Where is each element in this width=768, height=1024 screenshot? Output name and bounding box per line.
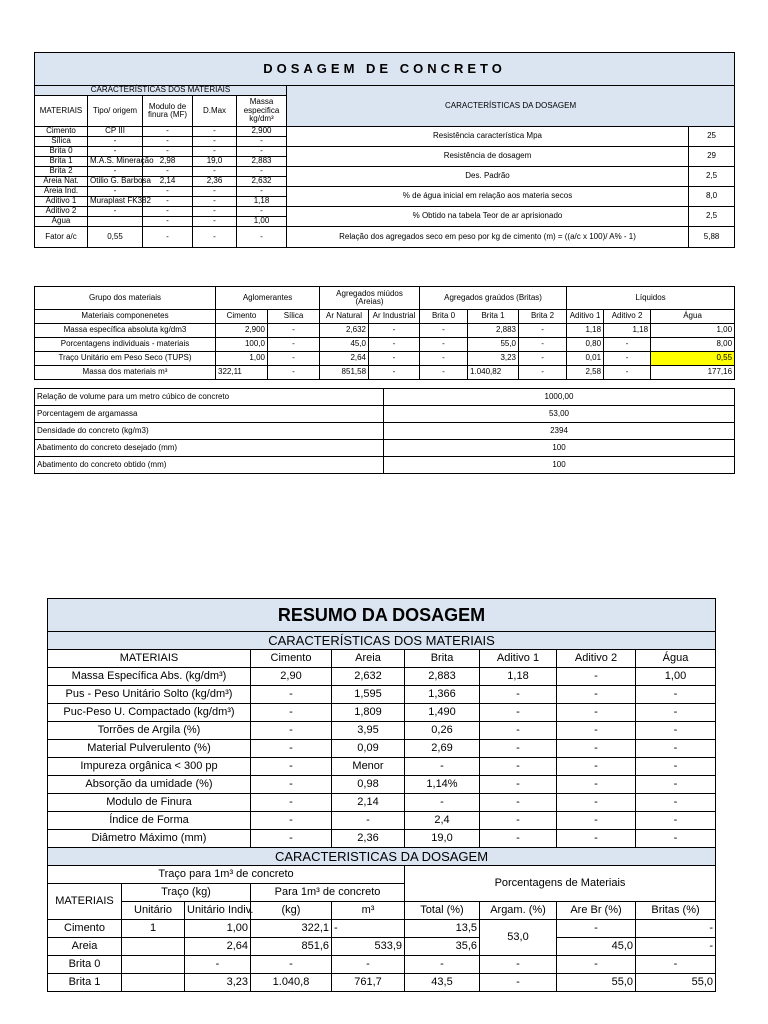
value-cell: 2,632 xyxy=(320,324,369,338)
sub-header: Unitário xyxy=(122,902,185,920)
mat-cell: - xyxy=(143,147,193,157)
mat-cell: - xyxy=(193,217,237,227)
dose-argam: - xyxy=(480,974,557,992)
mat-cell: - xyxy=(237,187,287,197)
resumo-cell: - xyxy=(557,722,636,740)
dosagem-table xyxy=(34,52,735,248)
mat-header: D.Max xyxy=(193,96,237,127)
dose-material: Brita 0 xyxy=(48,956,122,974)
resumo-cell: 1,595 xyxy=(332,686,405,704)
resumo-row-label: Puc-Peso U. Compactado (kg/dm³) xyxy=(48,704,251,722)
dose-material: Brita 1 xyxy=(48,974,122,992)
component-header: Brita 0 xyxy=(420,310,468,324)
resumo-cell: 0,98 xyxy=(332,776,405,794)
summary-label: Abatimento do concreto obtido (mm) xyxy=(35,457,384,474)
mat-cell: Agua xyxy=(35,217,88,227)
resumo-row-label: Absorção da umidade (%) xyxy=(48,776,251,794)
resumo-row-label: Diâmetro Máximo (mm) xyxy=(48,830,251,848)
highlighted-water-cell: 0,55 xyxy=(651,352,735,366)
resumo-cell: - xyxy=(557,830,636,848)
mat-cell: 19,0 xyxy=(193,157,237,167)
dose-ind: 3,23 xyxy=(185,974,251,992)
value-cell: - xyxy=(519,352,567,366)
resumo-cell: 1,00 xyxy=(636,668,716,686)
value-cell: 1,00 xyxy=(216,352,268,366)
value-cell: 0,01 xyxy=(567,352,604,366)
resumo-cell: - xyxy=(251,794,332,812)
dosage-value: 5,88 xyxy=(689,227,735,248)
dosage-value: 29 xyxy=(689,147,735,167)
value-cell: 0,80 xyxy=(567,338,604,352)
resumo-cell: 2,14 xyxy=(332,794,405,812)
resumo-cell: 1,18 xyxy=(480,668,557,686)
resumo-cell: - xyxy=(251,722,332,740)
mat-cell: - xyxy=(237,207,287,217)
mat-cell: Brita 2 xyxy=(35,167,88,177)
resumo-cell: - xyxy=(480,758,557,776)
dose-areb: - xyxy=(557,956,636,974)
value-cell: - xyxy=(420,366,468,380)
dose-material: Areia xyxy=(48,938,122,956)
summary-value: 100 xyxy=(384,457,735,474)
per-m3-header: Para 1m³ de concreto xyxy=(251,884,405,902)
mat-cell: - xyxy=(143,227,193,248)
dose-m3: 533,9 xyxy=(332,938,405,956)
row-label: Massa dos materiais m³ xyxy=(35,366,216,380)
mat-cell: - xyxy=(88,187,143,197)
value-cell: 1.040,82 xyxy=(468,366,519,380)
resumo-row-label: Índice de Forma xyxy=(48,812,251,830)
trace-title: Traço para 1m³ de concreto xyxy=(48,866,405,884)
dose-total: 13,5 xyxy=(405,920,480,938)
resumo-header: Aditivo 1 xyxy=(480,650,557,668)
dose-m3: 761,7 xyxy=(332,974,405,992)
resumo-cell: - xyxy=(557,758,636,776)
value-cell: 1,18 xyxy=(604,324,651,338)
resumo-cell: 1,809 xyxy=(332,704,405,722)
resumo-cell: - xyxy=(480,812,557,830)
mat-header: MATERIAIS xyxy=(35,96,88,127)
mat-cell: Brita 0 xyxy=(35,147,88,157)
mat-cell: - xyxy=(193,197,237,207)
dose-areb: 45,0 xyxy=(557,938,636,956)
dose-unit xyxy=(122,938,185,956)
resumo-cell: - xyxy=(480,704,557,722)
mat-cell: - xyxy=(143,217,193,227)
resumo-cell: - xyxy=(480,776,557,794)
dosage-label: % Obtido na tabela Teor de ar aprisionado xyxy=(287,207,689,227)
dosage-label: Relação dos agregados seco em peso por kg de cimento (m) = ((a/c x 100)/ A% - 1) xyxy=(287,227,689,248)
resumo-cell: - xyxy=(332,812,405,830)
resumo-cell: 3,95 xyxy=(332,722,405,740)
resumo-cell: - xyxy=(251,704,332,722)
sub-header: Total (%) xyxy=(405,902,480,920)
resumo-cell: - xyxy=(557,812,636,830)
resumo-header: Areia xyxy=(332,650,405,668)
resumo-cell: - xyxy=(251,830,332,848)
sub-header: Britas (%) xyxy=(636,902,716,920)
dose-m3: - xyxy=(332,920,405,938)
value-cell: 100,0 xyxy=(216,338,268,352)
component-header: Cimento xyxy=(216,310,268,324)
dose-ind: 2,64 xyxy=(185,938,251,956)
resumo-cell: - xyxy=(480,722,557,740)
resumo-row-label: Pus - Peso Unitário Solto (kg/dm³) xyxy=(48,686,251,704)
components-label: Materiais componenetes xyxy=(35,310,216,324)
mat-cell: - xyxy=(193,127,237,137)
value-cell: 2,58 xyxy=(567,366,604,380)
value-cell: - xyxy=(369,324,420,338)
resumo-materials-section: CARACTERÍSTICAS DOS MATERIAIS xyxy=(48,632,716,650)
mat-cell: Areia Nat. xyxy=(35,177,88,187)
mat-cell: - xyxy=(143,167,193,177)
resumo-cell: 2,883 xyxy=(405,668,480,686)
resumo-cell: - xyxy=(480,740,557,758)
summary-value: 2394 xyxy=(384,423,735,440)
value-cell: 2,900 xyxy=(216,324,268,338)
mat-cell: - xyxy=(143,197,193,207)
resumo-cell: - xyxy=(251,812,332,830)
group-header: Líquidos xyxy=(567,287,735,310)
dose-britas: - xyxy=(636,938,716,956)
mat-cell: Fator a/c xyxy=(35,227,88,248)
mat-cell: - xyxy=(193,147,237,157)
value-cell: 851,58 xyxy=(320,366,369,380)
dosage-label: Resistência característica Mpa xyxy=(287,127,689,147)
resumo-header: Água xyxy=(636,650,716,668)
resumo-cell: 19,0 xyxy=(405,830,480,848)
group-header: Agregados graúdos (Britas) xyxy=(420,287,567,310)
resumo-cell: - xyxy=(557,776,636,794)
resumo-cell: 0,09 xyxy=(332,740,405,758)
dosagem-title: DOSAGEM DE CONCRETO xyxy=(35,53,735,86)
mat-cell: 2,36 xyxy=(193,177,237,187)
mat-cell: 2,98 xyxy=(143,157,193,167)
mat-cell: - xyxy=(88,167,143,177)
mat-cell: - xyxy=(88,147,143,157)
mat-cell: Aditivo 2 xyxy=(35,207,88,217)
mat-cell: Sílica xyxy=(35,137,88,147)
value-cell: 1,18 xyxy=(567,324,604,338)
resumo-cell: - xyxy=(636,722,716,740)
sub-header: (kg) xyxy=(251,902,332,920)
resumo-cell: 2,69 xyxy=(405,740,480,758)
resumo-cell: - xyxy=(251,740,332,758)
mat-cell: - xyxy=(193,187,237,197)
resumo-cell: - xyxy=(251,776,332,794)
value-cell: 8,00 xyxy=(651,338,735,352)
resumo-header: MATERIAIS xyxy=(48,650,251,668)
value-cell: 55,0 xyxy=(468,338,519,352)
dose-total: 43,5 xyxy=(405,974,480,992)
mat-cell: - xyxy=(143,187,193,197)
resumo-cell: - xyxy=(480,830,557,848)
sub-header: m³ xyxy=(332,902,405,920)
mat-cell xyxy=(88,217,143,227)
value-cell: 2,883 xyxy=(468,324,519,338)
resumo-cell: 1,366 xyxy=(405,686,480,704)
resumo-cell: 2,90 xyxy=(251,668,332,686)
resumo-cell: - xyxy=(636,830,716,848)
value-cell: - xyxy=(369,352,420,366)
resumo-cell: - xyxy=(480,794,557,812)
dose-ind: - xyxy=(185,956,251,974)
component-header: Água xyxy=(651,310,735,324)
resumo-cell: - xyxy=(251,758,332,776)
resumo-cell: Menor xyxy=(332,758,405,776)
mat-header: Modulo de finura (MF) xyxy=(143,96,193,127)
dose-kg: 1.040,8 xyxy=(251,974,332,992)
dose-unit xyxy=(122,956,185,974)
resumo-cell: 1,490 xyxy=(405,704,480,722)
summary-label: Porcentagem de argamassa xyxy=(35,406,384,423)
resumo-cell: 2,4 xyxy=(405,812,480,830)
value-cell: 3,23 xyxy=(468,352,519,366)
dose-kg: 851,6 xyxy=(251,938,332,956)
resumo-row-label: Torrões de Argila (%) xyxy=(48,722,251,740)
materiais-label: MATERIAIS xyxy=(48,884,122,920)
dose-britas: - xyxy=(636,956,716,974)
dose-britas: 55,0 xyxy=(636,974,716,992)
dosage-value: 8,0 xyxy=(689,187,735,207)
dose-unit: 1 xyxy=(122,920,185,938)
component-header: Brita 1 xyxy=(468,310,519,324)
value-cell: 1,00 xyxy=(651,324,735,338)
mat-cell: - xyxy=(193,137,237,147)
resumo-cell: - xyxy=(636,704,716,722)
dose-britas: - xyxy=(636,920,716,938)
value-cell: - xyxy=(519,366,567,380)
dose-unit xyxy=(122,974,185,992)
resumo-row-label: Material Pulverulento (%) xyxy=(48,740,251,758)
summary-value: 100 xyxy=(384,440,735,457)
mat-cell: CP III xyxy=(88,127,143,137)
resumo-dosage-section: CARACTERISTICAS DA DOSAGEM xyxy=(48,848,716,866)
row-label: Massa específica absoluta kg/dm3 xyxy=(35,324,216,338)
summary-value: 53,00 xyxy=(384,406,735,423)
dose-areb: 55,0 xyxy=(557,974,636,992)
resumo-cell: - xyxy=(636,812,716,830)
group-header: Grupo dos materiais xyxy=(35,287,216,310)
resumo-cell: - xyxy=(557,686,636,704)
mat-cell: 2,14 xyxy=(143,177,193,187)
resumo-header: Brita xyxy=(405,650,480,668)
mat-header: Tipo/ origem xyxy=(88,96,143,127)
summary-value: 1000,00 xyxy=(384,389,735,406)
dose-areb: - xyxy=(557,920,636,938)
resumo-row-label: Impureza orgânica < 300 pp xyxy=(48,758,251,776)
trace-kg-header: Traço (kg) xyxy=(122,884,251,902)
summary-label: Densidade do concreto (kg/m3) xyxy=(35,423,384,440)
mat-cell: - xyxy=(88,207,143,217)
summary-table xyxy=(34,388,735,474)
mat-cell: 2,883 xyxy=(237,157,287,167)
resumo-cell: 0,26 xyxy=(405,722,480,740)
dose-kg: 322,1 xyxy=(251,920,332,938)
dosage-label: % de água inicial em relação aos materia secos xyxy=(287,187,689,207)
resumo-cell: 1,14% xyxy=(405,776,480,794)
mat-cell: - xyxy=(143,137,193,147)
mat-cell: - xyxy=(193,227,237,248)
mat-cell: 1,18 xyxy=(237,197,287,207)
resumo-header: Aditivo 2 xyxy=(557,650,636,668)
value-cell: - xyxy=(604,366,651,380)
value-cell: - xyxy=(519,338,567,352)
mat-cell: 1,00 xyxy=(237,217,287,227)
mat-cell: Aditivo 1 xyxy=(35,197,88,207)
summary-label: Relação de volume para um metro cúbico de concreto xyxy=(35,389,384,406)
mat-cell: 2,900 xyxy=(237,127,287,137)
mat-cell: - xyxy=(237,137,287,147)
mat-cell: - xyxy=(237,227,287,248)
value-cell: - xyxy=(420,338,468,352)
sub-header: Unitário Indiv. xyxy=(185,902,251,920)
resumo-header: Cimento xyxy=(251,650,332,668)
mat-cell: - xyxy=(143,127,193,137)
resumo-table xyxy=(47,598,716,992)
resumo-row-label: Massa Específica Abs. (kg/dm³) xyxy=(48,668,251,686)
component-header: Ar Natural xyxy=(320,310,369,324)
composition-table xyxy=(34,286,735,380)
group-header: Agregados miúdos (Areias) xyxy=(320,287,420,310)
dose-ind: 1,00 xyxy=(185,920,251,938)
dosage-section-title: CARACTERÍSTICAS DA DOSAGEM xyxy=(287,86,735,127)
value-cell: - xyxy=(604,352,651,366)
value-cell: - xyxy=(268,324,320,338)
resumo-cell: - xyxy=(405,794,480,812)
resumo-title: RESUMO DA DOSAGEM xyxy=(48,599,716,632)
dose-kg: - xyxy=(251,956,332,974)
component-header: Ar Industrial xyxy=(369,310,420,324)
dose-m3: - xyxy=(332,956,405,974)
mat-cell: - xyxy=(193,207,237,217)
mat-cell: 2,632 xyxy=(237,177,287,187)
resumo-cell: - xyxy=(636,794,716,812)
resumo-cell: - xyxy=(636,758,716,776)
dosage-value: 25 xyxy=(689,127,735,147)
percent-title: Porcentagens de Materiais xyxy=(405,866,716,902)
resumo-cell: - xyxy=(480,686,557,704)
value-cell: - xyxy=(268,352,320,366)
resumo-cell: 2,632 xyxy=(332,668,405,686)
value-cell: - xyxy=(420,352,468,366)
dosage-label: Resistência de dosagem xyxy=(287,147,689,167)
resumo-cell: - xyxy=(251,686,332,704)
mat-cell: - xyxy=(237,147,287,157)
value-cell: 45,0 xyxy=(320,338,369,352)
resumo-cell: - xyxy=(557,794,636,812)
value-cell: - xyxy=(268,338,320,352)
value-cell: 322,11 xyxy=(216,366,268,380)
row-label: Traço Unitário em Peso Seco (TUPS) xyxy=(35,352,216,366)
value-cell: - xyxy=(369,338,420,352)
resumo-row-label: Modulo de Finura xyxy=(48,794,251,812)
argam-merged: 53,0 xyxy=(480,920,557,956)
mat-cell: 0,55 xyxy=(88,227,143,248)
mat-cell: Brita 1 xyxy=(35,157,88,167)
resumo-cell: - xyxy=(636,740,716,758)
resumo-cell: - xyxy=(636,686,716,704)
dosage-value: 2,5 xyxy=(689,207,735,227)
mat-cell: - xyxy=(88,137,143,147)
mat-cell: Areia Ind. xyxy=(35,187,88,197)
resumo-cell: - xyxy=(405,758,480,776)
value-cell: 177,16 xyxy=(651,366,735,380)
sub-header: Are Br (%) xyxy=(557,902,636,920)
resumo-cell: - xyxy=(557,704,636,722)
sub-header: Argam. (%) xyxy=(480,902,557,920)
mat-cell: - xyxy=(143,207,193,217)
component-header: Aditivo 2 xyxy=(604,310,651,324)
mat-cell: M.A.S. Mineração xyxy=(88,157,143,167)
resumo-cell: - xyxy=(636,776,716,794)
group-header: Aglomerantes xyxy=(216,287,320,310)
component-header: Aditivo 1 xyxy=(567,310,604,324)
dosage-value: 2,5 xyxy=(689,167,735,187)
resumo-cell: 2,36 xyxy=(332,830,405,848)
mat-header: Massa especifica kg/dm³ xyxy=(237,96,287,127)
component-header: Brita 2 xyxy=(519,310,567,324)
component-header: Sílica xyxy=(268,310,320,324)
value-cell: - xyxy=(369,366,420,380)
resumo-cell: - xyxy=(557,740,636,758)
mat-cell: Cimento xyxy=(35,127,88,137)
row-label: Porcentagens individuais - materiais xyxy=(35,338,216,352)
value-cell: - xyxy=(420,324,468,338)
dose-argam: - xyxy=(480,956,557,974)
summary-label: Abatimento do concreto desejado (mm) xyxy=(35,440,384,457)
materials-section-title: CARACTERÍSTICAS DOS MATERIAIS xyxy=(35,86,287,96)
dose-total: - xyxy=(405,956,480,974)
value-cell: - xyxy=(519,324,567,338)
value-cell: - xyxy=(268,366,320,380)
mat-cell: Otilio G. Barbosa xyxy=(88,177,143,187)
mat-cell: Muraplast FK382 xyxy=(88,197,143,207)
value-cell: 2,64 xyxy=(320,352,369,366)
mat-cell: - xyxy=(237,167,287,177)
resumo-cell: - xyxy=(557,668,636,686)
value-cell: - xyxy=(604,338,651,352)
dose-material: Cimento xyxy=(48,920,122,938)
dose-total: 35,6 xyxy=(405,938,480,956)
dosage-label: Des. Padrão xyxy=(287,167,689,187)
mat-cell: - xyxy=(193,167,237,177)
